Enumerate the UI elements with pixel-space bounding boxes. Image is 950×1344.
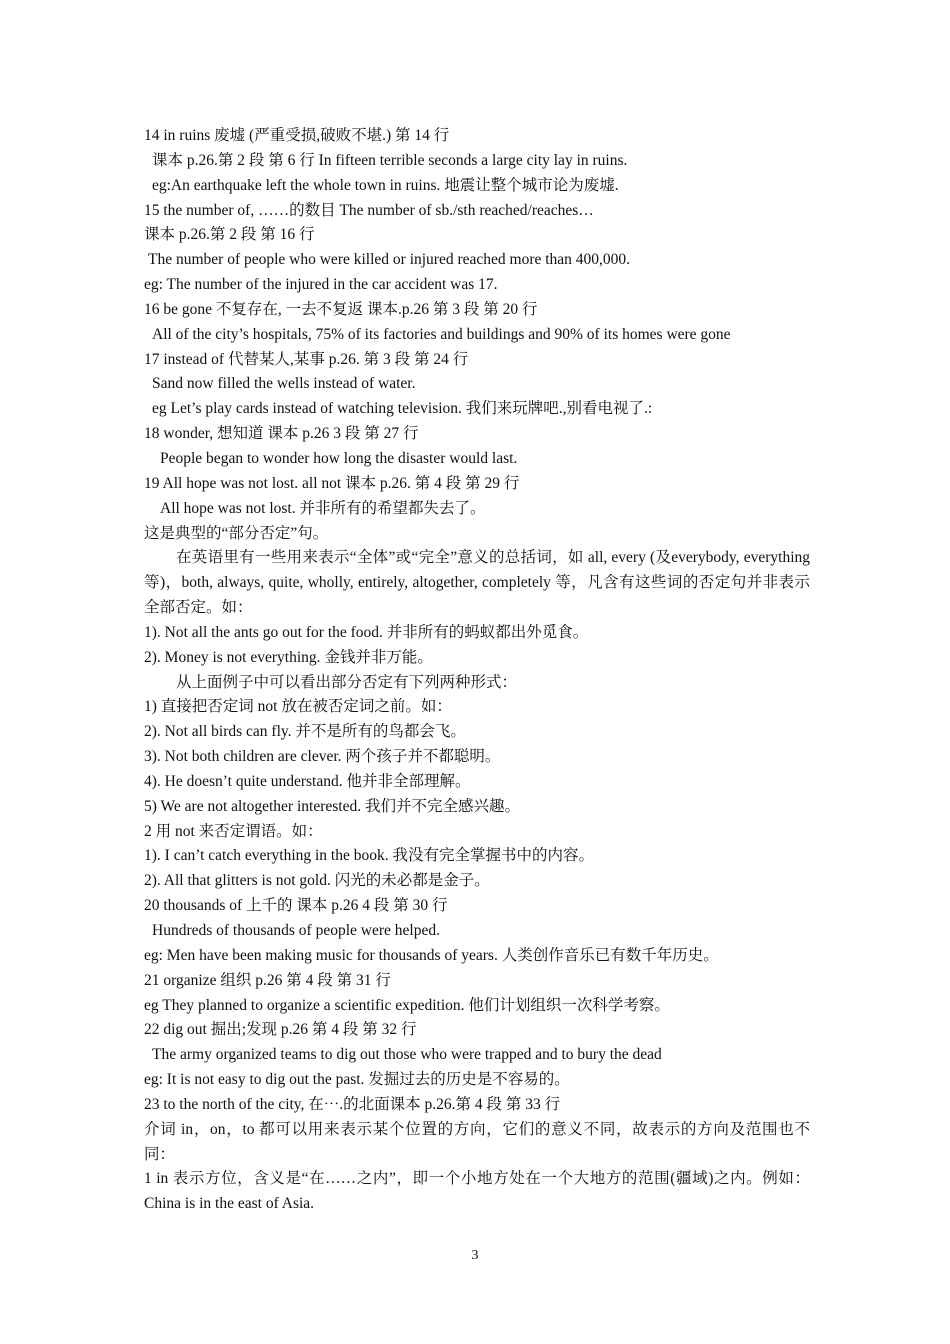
text-line: All of the city’s hospitals, 75% of its factories and buildings and 90% of its homes were gone	[152, 325, 731, 343]
text-line: 21 organize 组织 p.26 第 4 段 第 31 行	[144, 971, 391, 989]
in-direction-paragraph: 1 in 表示方位，含义是“在……之内”，即一个小地方处在一个大地方的范围(疆域)之内。例如： China is in the east of Asia.	[144, 1170, 810, 1213]
text-line: All hope was not lost. 并非所有的希望都失去了。	[160, 499, 486, 517]
text-line: 1). I can’t catch everything in the book. 我没有完全掌握书中的内容。	[144, 847, 594, 865]
text-line: 16 be gone 不复存在, 一去不复返 课本.p.26 第 3 段 第 20 行	[144, 300, 538, 318]
text-line: 23 to the north of the city, 在⋯.的北面课本 p.26.第 4 段 第 33 行	[144, 1095, 561, 1113]
page-number: 3	[471, 1248, 479, 1263]
text-line: 4). He doesn’t quite understand. 他并非全部理解。	[144, 772, 471, 790]
text-line: Hundreds of thousands of people were helped.	[152, 922, 440, 939]
text-line: 2). All that glitters is not gold. 闪光的未必都是金子。	[144, 872, 490, 890]
notes-block-2	[144, 621, 810, 1118]
text-line: 5) We are not altogether interested. 我们并不完全感兴趣。	[144, 797, 520, 815]
preposition-direction-paragraph: 介词 in，on，to 都可以用来表示某个位置的方向，它们的意义不同，故表示的方向及范围也不同：	[144, 1120, 810, 1163]
text-line: 19 All hope was not lost. all not 课本 p.26. 第 4 段 第 29 行	[144, 474, 520, 492]
text-line: 2). Not all birds can fly. 并不是所有的鸟都会飞。	[144, 723, 466, 741]
text-line: 2 用 not 来否定谓语。如：	[144, 822, 323, 840]
text-line: People began to wonder how long the disaster would last.	[160, 449, 518, 467]
text-line: 课本 p.26.第 2 段 第 6 行 In fifteen terrible seconds a large city lay in ruins.	[152, 151, 628, 169]
notes-block-1	[144, 124, 810, 546]
text-line: eg Let’s play cards instead of watching television. 我们来玩牌吧.,别看电视了.:	[152, 400, 653, 418]
text-line: 17 instead of 代替某人,某事 p.26. 第 3 段 第 24 行	[144, 350, 469, 368]
text-line: eg They planned to organize a scientific expedition. 他们计划组织一次科学考察。	[144, 996, 670, 1014]
text-line: Sand now filled the wells instead of water.	[152, 375, 416, 393]
text-line: 18 wonder, 想知道 课本 p.26 3 段 第 27 行	[144, 425, 419, 443]
text-line: eg: It is not easy to dig out the past. 发掘过去的历史是不容易的。	[144, 1071, 570, 1089]
partial-negation-paragraph: 在英语里有一些用来表示“全体”或“完全”意义的总括词，如 all, every (及everybody, everything 等)，both, always, quite, wholly, entirely, altogether, completely 等，凡含有这些词的否定句并非表示全部否定。如：	[144, 549, 810, 617]
text-line: eg: The number of the injured in the car accident was 17.	[144, 276, 498, 294]
text-line: 2). Money is not everything. 金钱并非万能。	[144, 648, 433, 666]
text-line: 从上面例子中可以看出部分否定有下列两种形式：	[176, 673, 518, 691]
text-line: 20 thousands of 上千的 课本 p.26 4 段 第 30 行	[144, 897, 448, 915]
text-line: 1). Not all the ants go out for the food. 并非所有的蚂蚁都出外觅食。	[144, 623, 589, 641]
text-line: eg: Men have been making music for thousands of years. 人类创作音乐已有数千年历史。	[144, 946, 719, 964]
text-line: 这是典型的“部分否定”句。	[144, 524, 329, 542]
text-line: 15 the number of, ……的数目 The number of sb./sth reached/reaches…	[144, 201, 594, 219]
text-line: 3). Not both children are clever. 两个孩子并不都聪明。	[144, 748, 501, 766]
document-body	[144, 124, 810, 1217]
text-line: 14 in ruins 废墟 (严重受损,破败不堪.) 第 14 行	[144, 127, 450, 144]
text-line: The number of people who were killed or injured reached more than 400,000.	[148, 251, 631, 269]
text-line: The army organized teams to dig out those who were trapped and to bury the dead	[152, 1046, 662, 1064]
text-line: 22 dig out 掘出;发现 p.26 第 4 段 第 32 行	[144, 1021, 417, 1039]
text-line: 1) 直接把否定词 not 放在被否定词之前。如：	[144, 698, 452, 716]
text-line: 课本 p.26.第 2 段 第 16 行	[144, 226, 315, 244]
text-line: eg:An earthquake left the whole town in ruins. 地震让整个城市论为废墟.	[152, 176, 619, 194]
